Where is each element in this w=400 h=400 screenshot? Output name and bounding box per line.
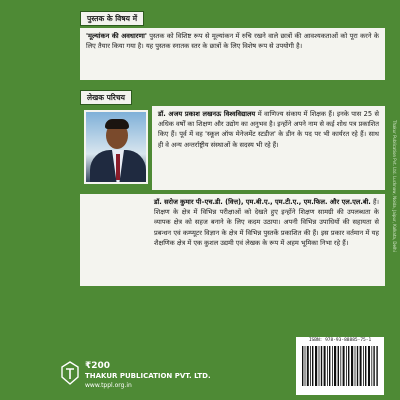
- price: ₹200: [85, 361, 111, 371]
- author2-box: [80, 194, 385, 286]
- author1-name: डॉ. अजय प्रकाश लखनऊ विश्वविद्यालय: [158, 110, 256, 118]
- author1-box: [152, 106, 385, 190]
- publisher-name: THAKUR PUBLICATION PVT. LTD.: [85, 372, 211, 380]
- author2-body: हैं। शिक्षण के क्षेत्र में विभिन्न परीक्षाओं को देखते हुए इन्होंने शिक्षण सामग्री की उपलब्धता के व्यापक क्षेत्र को सहज बनाने के लिए कदम उठाया। अपनी विभिन्न उपाधियों की सहायता से प्रबन्धन एवं कम्प्यूटर विज्ञान के क्षेत्र में विभिन्न पुस्तकें प्रकाशित की हैं। इस प्रकार वर्तमान में यह शैक्षणिक क्षेत्र में एक कुशल उद्यमी एवं लेखक के रूप में अहम भूमिका निभा रहे हैं।: [154, 198, 379, 247]
- author2-name: डॉ. सरोज कुमार पी–एच.डी. (वित्त), एम.बी.ए., एम.टी.ए., एम.फिल. और एल.एल.बी.: [154, 198, 371, 206]
- subject-title: 'मूल्यांकन की अवधारणा': [86, 32, 147, 40]
- author1-photo: [84, 110, 148, 184]
- barcode-icon: [296, 337, 384, 395]
- subject-body: पुस्तक को विशिष्ट रूप से मूल्यांकन में रुचि रखने वाले छात्रों की आवश्यकताओं को पूरा करने के लिए तैयार किया गया है। यह पुस्तक स्नातक स्तर के छात्रों के लिए विशेष रूप से उपयोगी है।: [86, 32, 379, 51]
- publisher-logo-icon: [60, 361, 80, 385]
- subject-box: [80, 28, 385, 80]
- isbn-barcode: [296, 337, 384, 395]
- isbn-text: ISBN: 978-93-88885-75-1: [308, 338, 372, 343]
- author1-body: में वाणिज्य संकाय में शिक्षक हैं। इनके पास 25 से अधिक वर्षों का शिक्षण और उद्योग का अनुभव है। इन्होंने अपने नाम से कई शोध पत्र प्रकाशित किए हैं। पूर्व में वह 'स्कूल ऑफ मेनेजमेंट स्टडीज' के डीन के पद पर भी कार्यरत रहे हैं। साथ ही वे अन्य अन्तर्राष्ट्रीय संस्थाओं के सदस्य भी रहे हैं।: [158, 110, 379, 149]
- publisher-url: www.tppl.org.in: [85, 382, 132, 389]
- spine-edge-text: Thakur Publication Pvt. Ltd. Lucknow, Noida, Jaipur, Kolkata, Delhi: [392, 120, 397, 252]
- subject-tag: पुस्तक के विषय में: [80, 11, 144, 26]
- author-tag: लेखक परिचय: [80, 90, 132, 105]
